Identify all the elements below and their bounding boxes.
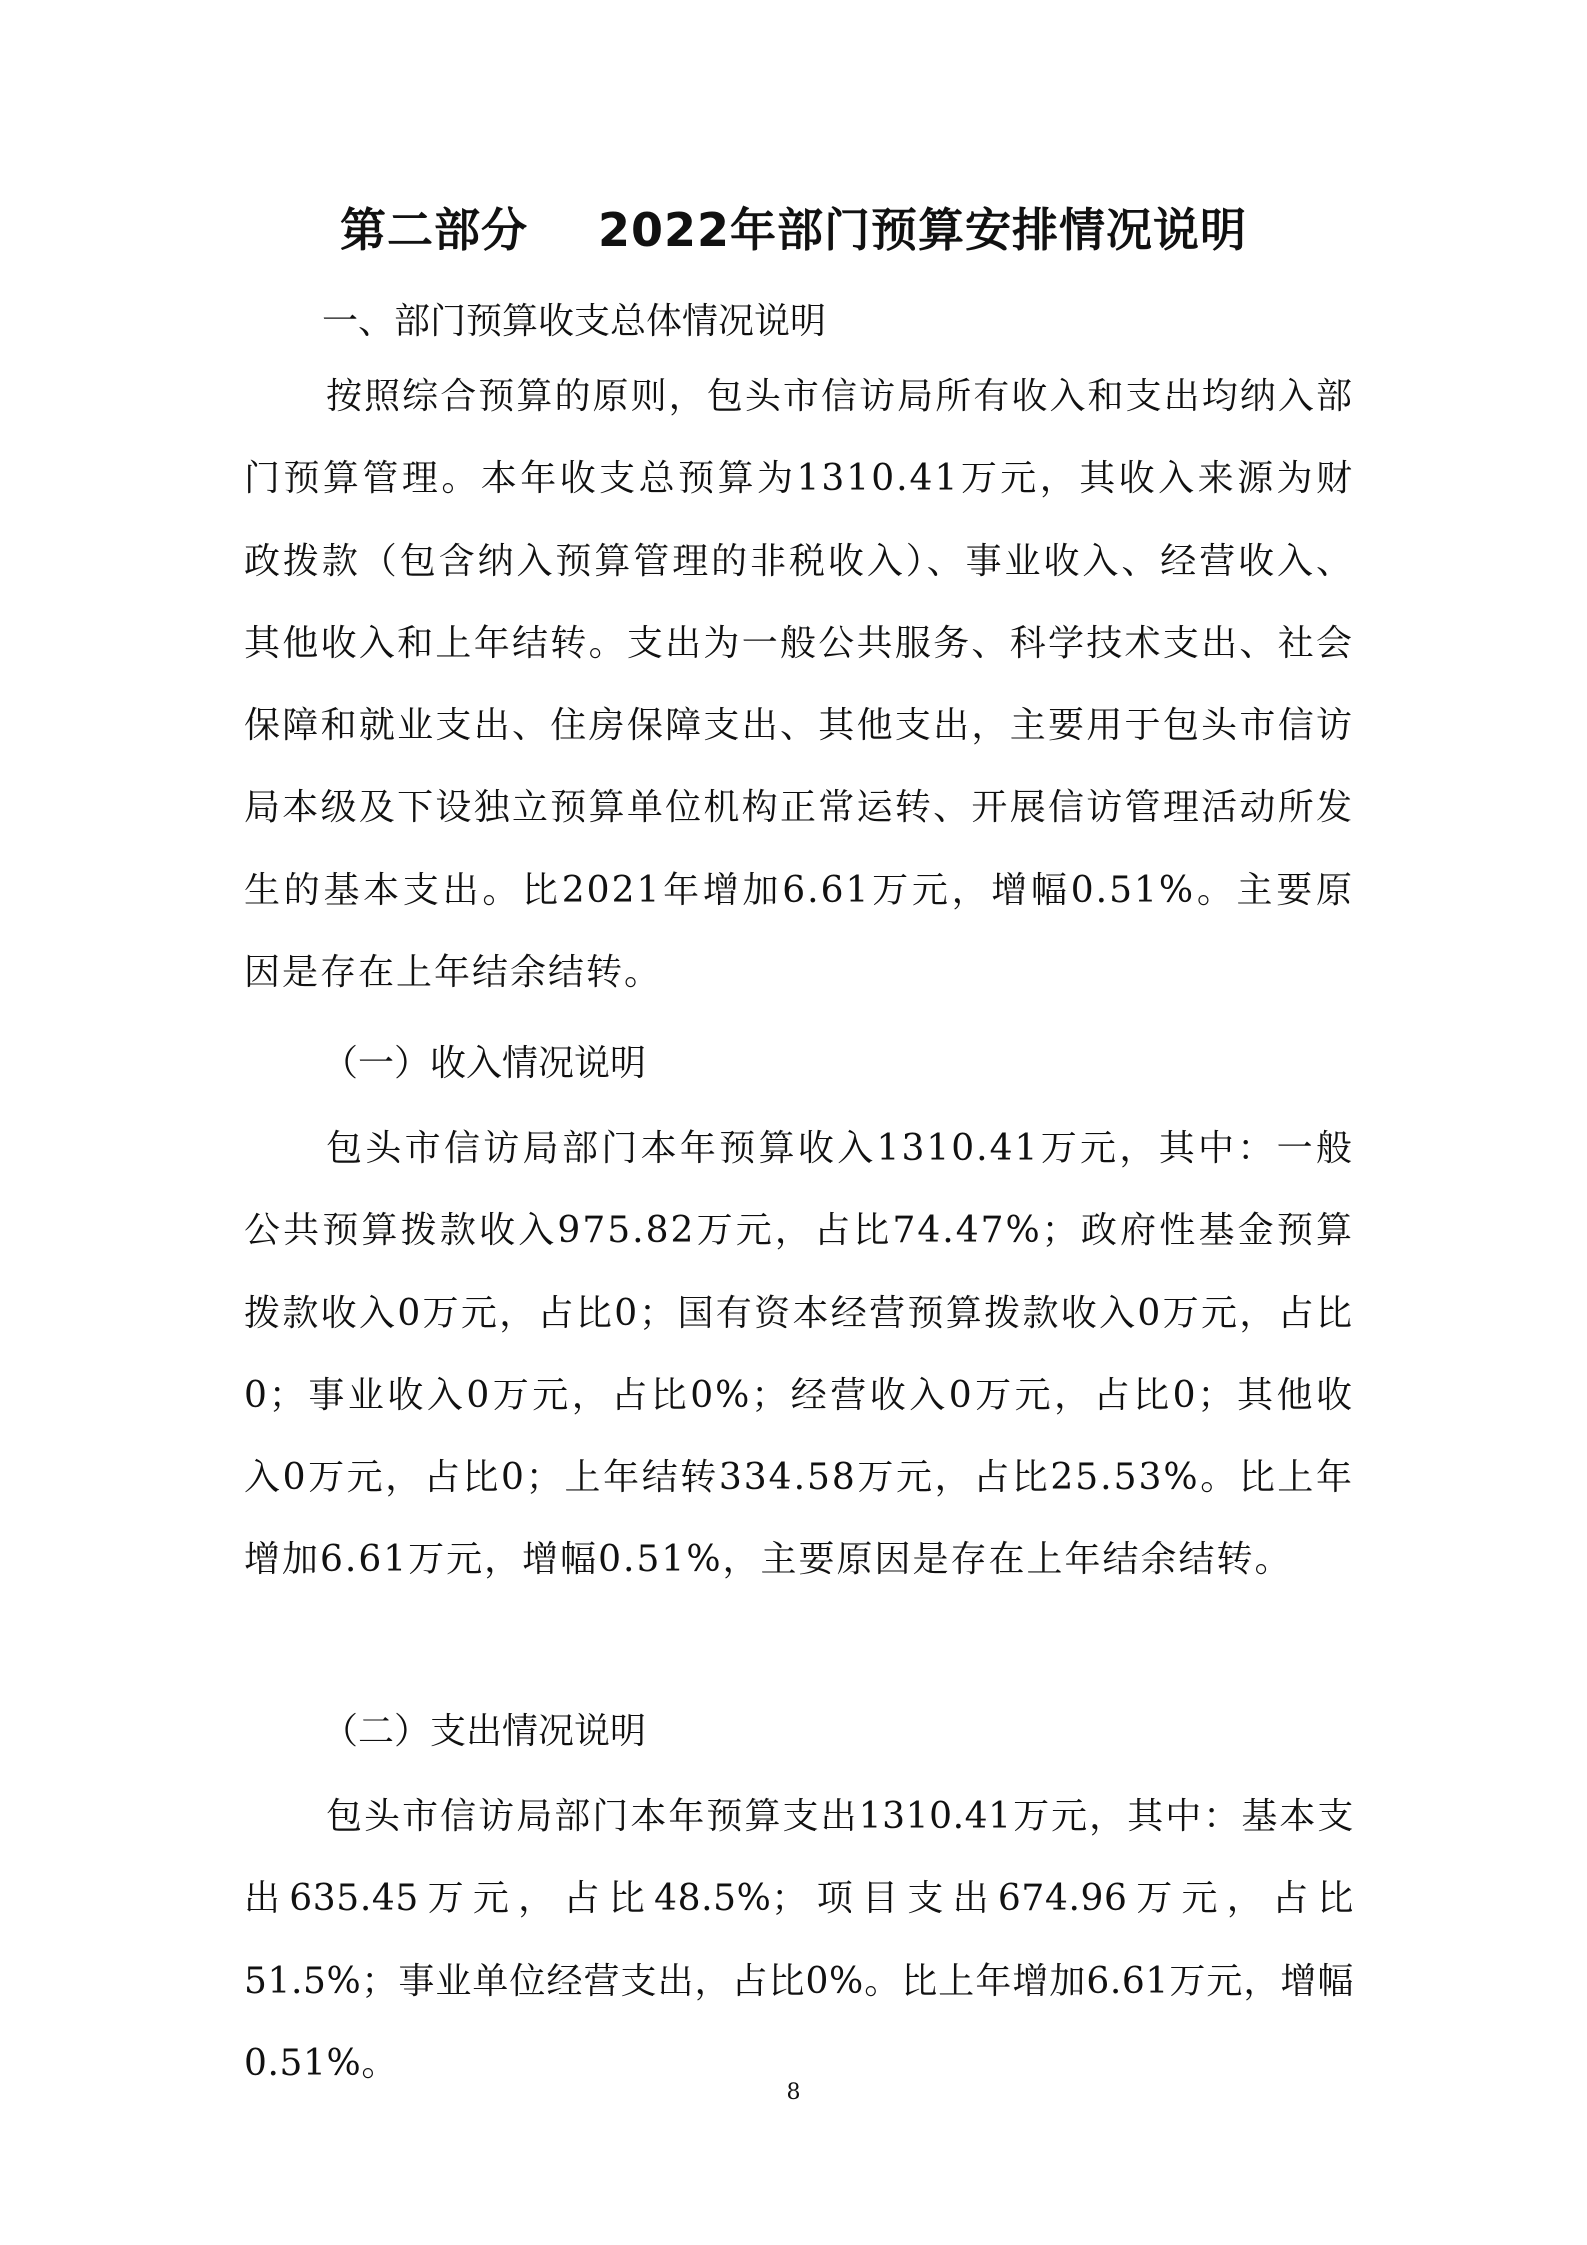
- page-number: 8: [786, 2080, 801, 2105]
- section-heading-overview: 一、部门预算收支总体情况说明: [322, 301, 827, 342]
- subsection-heading-expense: （二）支出情况说明: [322, 1711, 647, 1752]
- subsection-heading-income: （一）收入情况说明: [322, 1043, 647, 1084]
- income-paragraph: 包头市信访局部门本年预算收入1310.41万元，其中：一般公共预算拨款收入975.82万元，占比74.47%；政府性基金预算拨款收入0万元，占比0；国有资本经营预算拨款收入0万元，占比0；事业收入0万元，占比0%；经营收入0万元，占比0；其他收入0万元，占比0；上年结转334.58万元，占比25.53%。比上年增加6.61万元，增幅0.51%，主要原因是存在上年结余结转。: [244, 1128, 1354, 1581]
- overview-paragraph: 按照综合预算的原则，包头市信访局所有收入和支出均纳入部门预算管理。本年收支总预算为1310.41万元，其收入来源为财政拨款（包含纳入预算管理的非税收入）、事业收入、经营收入、其他收入和上年结转。支出为一般公共服务、科学技术支出、社会保障和就业支出、住房保障支出、其他支出，主要用于包头市信访局本级及下设独立预算单位机构正常运转、开展信访管理活动所发生的基本支出。比2021年增加6.61万元，增幅0.51%。主要原因是存在上年结余结转。: [244, 376, 1354, 994]
- page-title: [0, 200, 1587, 260]
- title-text: 2022年部门预算安排情况说明: [597, 203, 1248, 257]
- expense-paragraph: 包头市信访局部门本年预算支出1310.41万元，其中：基本支出635.45万元，占比48.5%；项目支出674.96万元，占比51.5%；事业单位经营支出，占比0%。比上年增加6.61万元，增幅0.51%。: [244, 1796, 1354, 2084]
- title-part-label: 第二部分: [339, 203, 528, 257]
